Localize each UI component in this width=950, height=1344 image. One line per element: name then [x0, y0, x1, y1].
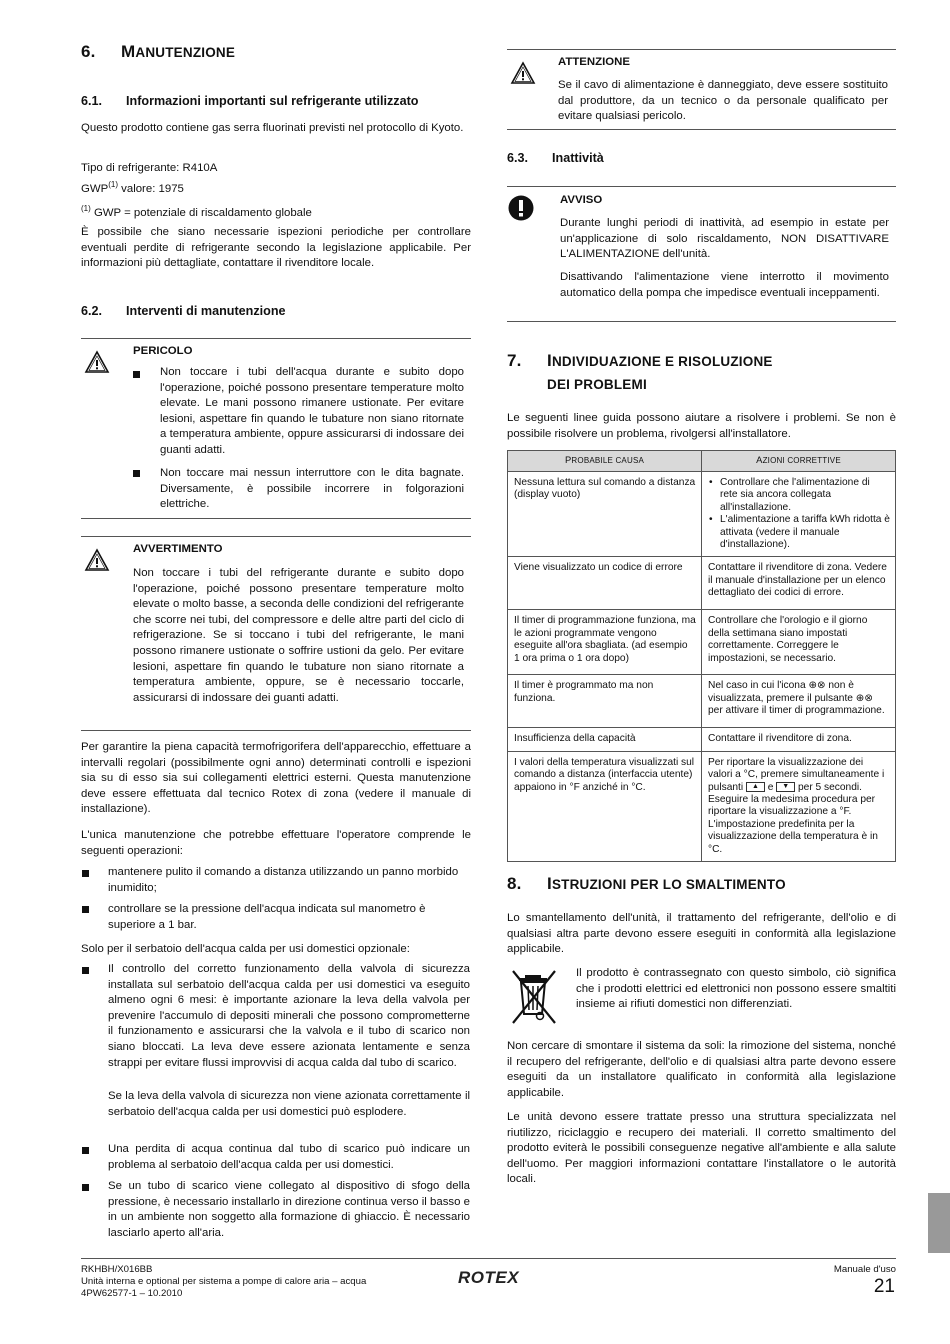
- footer-model-code: RKHBH/X016BB: [81, 1264, 153, 1275]
- paragraph: Per garantire la piena capacità termofrigorifera dell'apparecchio, effettuare a intervalli regolari (possibilmente ogni anno) determinati controlli e ispezioni sia su di esso sia sui collegamenti elettrici esterni. Questa manutenzione deve essere effettuata dal tecnico Rotex di zona (vedere il manuale di installazione).: [81, 741, 471, 816]
- rotex-logo: ROTEX: [458, 1268, 520, 1287]
- table-cell: Controllare che l'orologio e il giorno della settimana siano impostati correttamente. Correggere le impostazioni, se necessario.: [702, 610, 896, 675]
- paragraph: L'unica manutenzione che potrebbe effettuare l'operatore comprende le seguenti operazioni:: [81, 829, 471, 857]
- table-cell: Nel caso in cui l'icona ⊕⊗ non è visualizzata, premere il pulsante ⊕⊗ per attivare il timer di programmazione.: [702, 675, 896, 728]
- list-item: mantenere pulito il comando a distanza utilizzando un panno morbido inumidito;: [108, 866, 459, 894]
- divider: [507, 321, 896, 322]
- list-item: • Controllare che l'alimentazione di rete sia ancora collegata all'installazione.: [720, 477, 890, 514]
- paragraph: Il prodotto è contrassegnato con questo simbolo, ciò significa che i prodotti elettrici ed elettronici non possono essere smaltiti insieme ai rifiuti domestici non differenziati.: [576, 967, 896, 1011]
- troubleshooting-table: [507, 450, 896, 862]
- table-row: [508, 472, 896, 557]
- bullet: [82, 1147, 89, 1154]
- attention-title: ATTENZIONE: [558, 56, 630, 68]
- divider: [81, 518, 471, 519]
- list-item: Se un tubo di scarico viene collegato al dispositivo di sfogo della pressione, è necessario installarlo in direzione continua verso il basso e in un ambiente non soggetto alla formazione di ghiaccio. È necessario lasciarlo aperto all'aria.: [108, 1180, 470, 1239]
- table-row: [508, 751, 896, 861]
- page-number: 21: [873, 1276, 895, 1297]
- divider: [507, 49, 896, 50]
- warning-title: AVVERTIMENTO: [133, 543, 223, 555]
- section-6-title: 6. MANUTENZIONE: [81, 42, 236, 61]
- column-header: PROBABILE CAUSA: [508, 451, 702, 472]
- section-6-3-title: 6.3. Inattività: [507, 151, 604, 165]
- list-item: Una perdita di acqua continua dal tubo di scarico può indicare un problema al serbatoio dell'acqua calda per usi domestici.: [108, 1143, 470, 1171]
- danger-item: Non toccare mai nessun interruttore con le dita bagnate. Diversamente, è possibile incorrere in folgorazioni elettriche.: [160, 467, 464, 511]
- warning-text: Non toccare i tubi del refrigerante durante e subito dopo l'operazione, poiché possono presentare temperature molto elevate o molto basse, a seconda delle condizioni del refrigerante che scorre nei tubi, del compressore e delle altre parti del ciclo di refrigerazione. Se si toccano i tubi del refrigerante, le mani possono rimanere ustionate o soffrire ustioni da gelo. Per evitare lesioni, aspettare fin quando le tubature non siano ritornate a temperatura ambiente, oppure, se è necessario toccarle, assicurarsi di indossare dei guanti adatti.: [133, 567, 464, 704]
- table-row: [508, 675, 896, 728]
- page-tab: [928, 1193, 950, 1253]
- table-cell: Il timer è programmato ma non funziona.: [508, 675, 702, 728]
- down-button-icon: ▼: [776, 782, 795, 792]
- notice-title: AVVISO: [560, 194, 603, 206]
- paragraph: È possibile che siano necessarie ispezioni periodiche per controllare eventuali perdite di refrigerante secondo la legislazione applicabile. Per informazioni più dettagliate, contattare il rivenditore locale.: [81, 226, 471, 270]
- divider: [507, 186, 896, 187]
- divider: [81, 536, 471, 537]
- divider: [507, 129, 896, 130]
- warning-triangle-icon: [510, 61, 536, 85]
- timer-icon: ⊕⊗: [808, 680, 826, 692]
- paragraph: Questo prodotto contiene gas serra fluorinati previsti nel protocollo di Kyoto.: [81, 122, 464, 134]
- crossed-bin-icon: [510, 968, 558, 1026]
- table-header-row: [508, 451, 896, 472]
- paragraph: Le unità devono essere trattate presso una struttura specializzata nel riutilizzo, riciclaggio e recupero dei materiali. Il corretto smaltimento del prodotto eviterà le possibili conseguenze negative all'ambiente e alla salute dell'uomo. Per maggiori informazioni contattare l'installatore o le autorità locali.: [507, 1111, 896, 1186]
- paragraph: Non cercare di smontare il sistema da soli: la rimozione del sistema, nonché il recupero del refrigerante, dell'olio e di qualsiasi altra parte devono essere eseguiti da un installatore qualificato in conformità alla legislazione applicabile.: [507, 1040, 896, 1099]
- table-cell: Per riportare la visualizzazione dei valori a °C, premere simultaneamente i pulsanti ▲ e ▼ per 5 secondi. Eseguire la medesima procedura per riportare la visualizzazione a °F. L'impostazione predefinita per la visualizzazione della temperatura è in °C.: [702, 751, 896, 861]
- bullet: [82, 967, 89, 974]
- paragraph: Solo per il serbatoio dell'acqua calda per usi domestici opzionale:: [81, 943, 410, 955]
- notice-exclamation-icon: [508, 195, 534, 221]
- column-header: AZIONI CORRETTIVE: [702, 451, 896, 472]
- notice-text: Disattivando l'alimentazione viene interrotto il movimento automatico della pompa che impedisce eventuali inceppamenti.: [560, 271, 889, 299]
- footer-doc-number: 4PW62577-1 – 10.2010: [81, 1288, 183, 1299]
- attention-text: Se il cavo di alimentazione è danneggiato, deve essere sostituito dal produttore, da un tecnico o da personale qualificato per evitare qualsiasi pericolo.: [558, 79, 888, 123]
- section-8-title: 8. ISTRUZIONI PER LO SMALTIMENTO: [507, 874, 786, 893]
- table-row: [508, 728, 896, 751]
- section-7-title: 7. INDIVIDUAZIONE E RISOLUZIONE DEI PROBLEMI: [507, 351, 773, 392]
- warning-triangle-icon: [84, 548, 110, 572]
- list-item: Il controllo del corretto funzionamento della valvola di sicurezza installata sul serbatoio dell'acqua calda per usi domestici va eseguito almeno ogni 6 mesi: è importante azionare la leva della valvola per prevenire l'accumulo di depositi minerali che possono comprometterne il funzionamento e assicurarsi che la valvola e il tubo di scarico non siano bloccati. La leva deve essere azionata lentamente e senza strappi per evitare flussi improvvisi di acqua calda dal tubo di scarico.: [108, 963, 470, 1069]
- notice-text: Durante lunghi periodi di inattività, ad esempio in estate per un'applicazione di solo riscaldamento, NON DISATTIVARE L'ALIMENTAZIONE dell'unità.: [560, 217, 889, 261]
- section-6-2-title: 6.2. Interventi di manutenzione: [81, 304, 286, 318]
- timer-button-icon: ⊕⊗: [855, 692, 873, 704]
- footer-divider: [81, 1258, 896, 1259]
- table-cell: Contattare il rivenditore di zona.: [702, 728, 896, 751]
- bullet: [82, 1184, 89, 1191]
- up-button-icon: ▲: [746, 782, 765, 792]
- bullet: [133, 371, 140, 378]
- divider: [81, 730, 471, 731]
- list-item: • L'alimentazione a tariffa kWh ridotta è attivata (vedere il manuale d'installazione).: [720, 514, 890, 551]
- table-cell: [702, 472, 896, 557]
- footnote: $^{(1)}$ GWP = potenziale di riscaldamento globale: [81, 204, 312, 219]
- footer-description: Unità interna e optional per sistema a pompe di calore aria – acqua: [81, 1276, 367, 1287]
- table-cell: I valori della temperatura visualizzati sul comando a distanza (interfaccia utente) appaiono in °F anziché in °C.: [508, 751, 702, 861]
- paragraph: Lo smantellamento dell'unità, il trattamento del refrigerante, dell'olio e di qualsiasi altra parte devono essere eseguiti in conformità alla legislazione applicabile.: [507, 912, 896, 956]
- footer-manual-label: Manuale d'uso: [833, 1264, 896, 1275]
- warning-triangle-icon: [84, 350, 110, 374]
- table-cell: Il timer di programmazione funziona, ma le azioni programmate vengono eseguite all'ora sbagliata. (ad esempio 1 ora prima o 1 ora dopo): [508, 610, 702, 675]
- table-row: [508, 557, 896, 610]
- bullet: [82, 870, 89, 877]
- bullet: [133, 470, 140, 477]
- list-item: controllare se la pressione dell'acqua indicata sul manometro è superiore a 1 bar.: [108, 903, 426, 931]
- table-cell: Contattare il rivenditore di zona. Vedere il manuale d'installazione per un elenco dettagliato dei codici di errore.: [702, 557, 896, 610]
- gwp-value: GWP$^{(1)}$ valore: 1975: [81, 180, 184, 195]
- danger-title: PERICOLO: [133, 345, 193, 357]
- table-cell: Nessuna lettura sul comando a distanza (display vuoto): [508, 472, 702, 557]
- refrigerant-type: Tipo di refrigerante: R410A: [81, 162, 218, 174]
- bullet: [82, 906, 89, 913]
- list-item: Se la leva della valvola di sicurezza non viene azionata correttamente il serbatoio dell'acqua calda per usi domestici può esplodere.: [108, 1090, 470, 1118]
- paragraph: Le seguenti linee guida possono aiutare a risolvere i problemi. Se non è possibile risolvere un problema, rivolgersi all'installatore.: [507, 412, 896, 440]
- danger-item: Non toccare i tubi dell'acqua durante e subito dopo l'operazione, poiché possono presentare temperature molto elevate. Le mani possono rimanere ustionate. Per evitare lesioni, aspettare fin quando le tubature non siano ritornate a temperatura ambiente, oppure assicurarsi di indossare dei guanti adatti.: [160, 366, 464, 456]
- table-cell: Insufficienza della capacità: [508, 728, 702, 751]
- divider: [81, 338, 471, 339]
- table-row: [508, 610, 896, 675]
- section-6-1-title: 6.1. Informazioni importanti sul refrigerante utilizzato: [81, 94, 419, 108]
- table-cell: Viene visualizzato un codice di errore: [508, 557, 702, 610]
